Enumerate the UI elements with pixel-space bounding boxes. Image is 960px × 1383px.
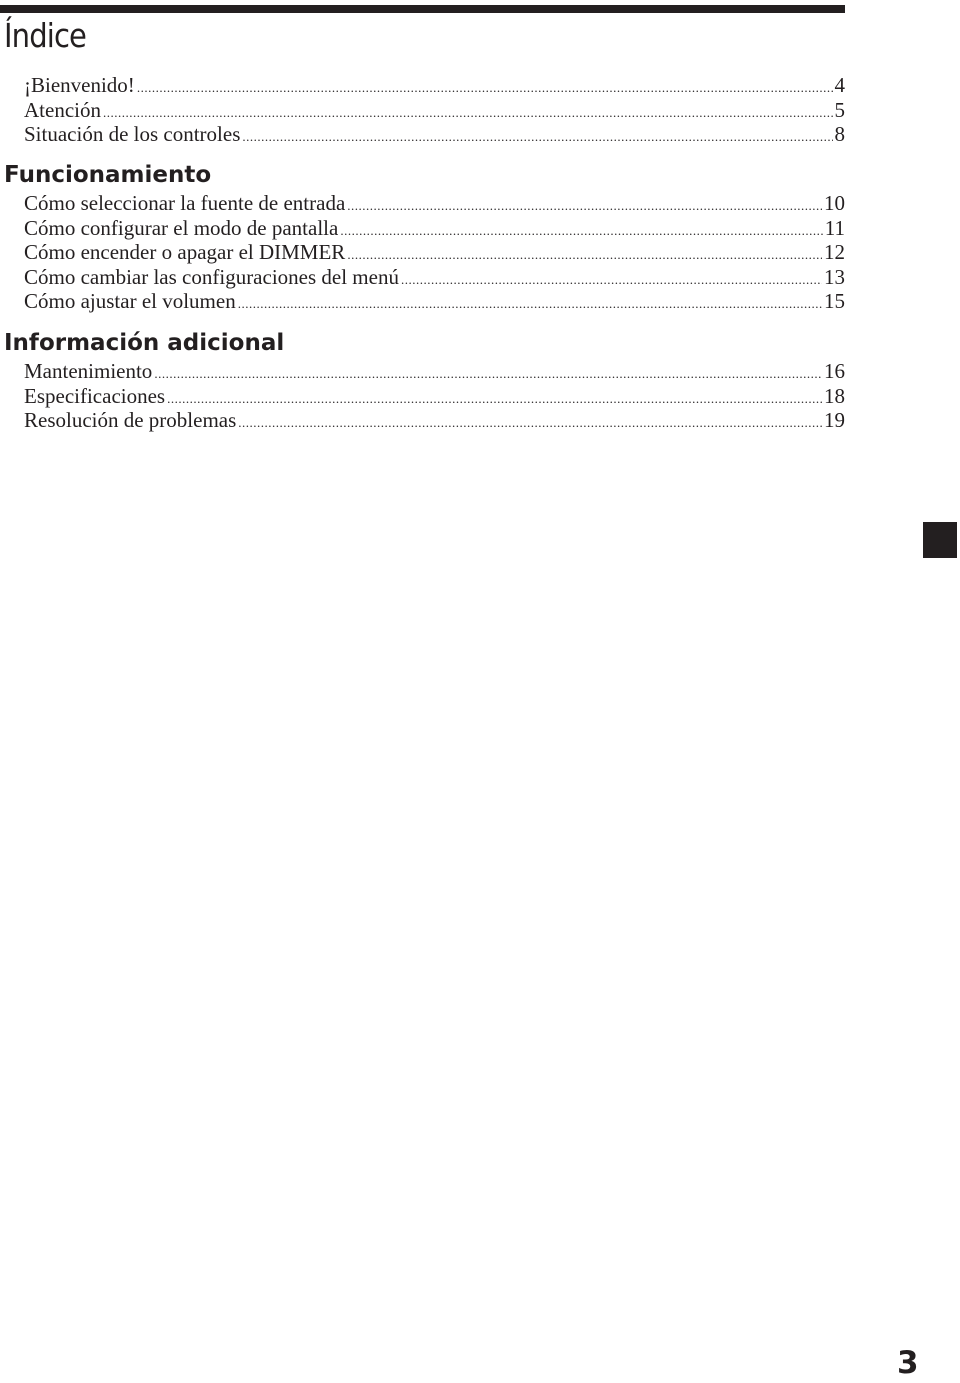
toc-entry-page: 4	[834, 73, 845, 97]
toc-entry-label: Mantenimiento	[24, 359, 153, 383]
toc-entry-label: Cómo configurar el modo de pantalla	[24, 215, 339, 240]
dot-leader	[137, 76, 833, 101]
dot-leader	[167, 387, 822, 412]
dot-leader	[347, 243, 822, 268]
toc-entry[interactable]	[24, 98, 845, 123]
toc-entry-label: Cómo encender o apagar el DIMMER	[24, 240, 346, 264]
toc-entry[interactable]	[24, 191, 845, 216]
toc-entry-page: 5	[834, 97, 845, 122]
toc-entry[interactable]	[24, 73, 845, 98]
toc-intro-list	[24, 73, 845, 147]
dot-leader	[340, 219, 822, 244]
dot-leader	[154, 362, 822, 387]
dot-leader	[238, 292, 822, 317]
toc-entry-page: 13	[824, 264, 845, 289]
toc-entry-label: Especificaciones	[24, 383, 166, 408]
toc-entry-label: Cómo seleccionar la fuente de entrada	[24, 191, 346, 215]
toc-entry-page: 16	[824, 359, 845, 383]
toc-informacion-list	[24, 359, 845, 433]
toc-entry-label: Cómo cambiar las configuraciones del menú	[24, 264, 399, 289]
toc-entry-label: ¡Bienvenido!	[24, 73, 135, 97]
toc-entry-label: Resolución de problemas	[24, 408, 237, 432]
toc-entry[interactable]	[24, 289, 845, 314]
section-thumb-tab	[923, 522, 957, 558]
toc-entry[interactable]	[24, 122, 845, 147]
toc-entry-page: 19	[824, 408, 845, 432]
dot-leader	[401, 268, 822, 293]
toc-entry[interactable]	[24, 384, 845, 409]
toc-entry-label: Cómo ajustar el volumen	[24, 289, 236, 313]
dot-leader	[347, 194, 822, 219]
toc-entry-label: Atención	[24, 97, 101, 122]
section-heading-informacion-adicional: Información adicional	[4, 330, 285, 356]
toc-entry-page: 10	[824, 191, 845, 215]
page-title: Índice	[4, 16, 87, 55]
page-number: 3	[897, 1345, 919, 1381]
toc-entry-page: 8	[834, 122, 845, 146]
toc-entry-page: 15	[824, 289, 845, 313]
top-rule	[0, 5, 845, 13]
toc-entry[interactable]	[24, 216, 845, 241]
dot-leader	[238, 411, 822, 436]
toc-entry[interactable]	[24, 265, 845, 290]
toc-entry[interactable]	[24, 408, 845, 433]
toc-entry-page: 18	[824, 383, 845, 408]
toc-entry-label: Situación de los controles	[24, 122, 241, 146]
toc-entry-page: 11	[824, 215, 845, 240]
dot-leader	[242, 125, 832, 150]
toc-entry[interactable]	[24, 359, 845, 384]
toc-funcionamiento-list	[24, 191, 845, 314]
toc-entry[interactable]	[24, 240, 845, 265]
toc-entry-page: 12	[824, 240, 845, 264]
section-heading-funcionamiento: Funcionamiento	[4, 162, 212, 188]
